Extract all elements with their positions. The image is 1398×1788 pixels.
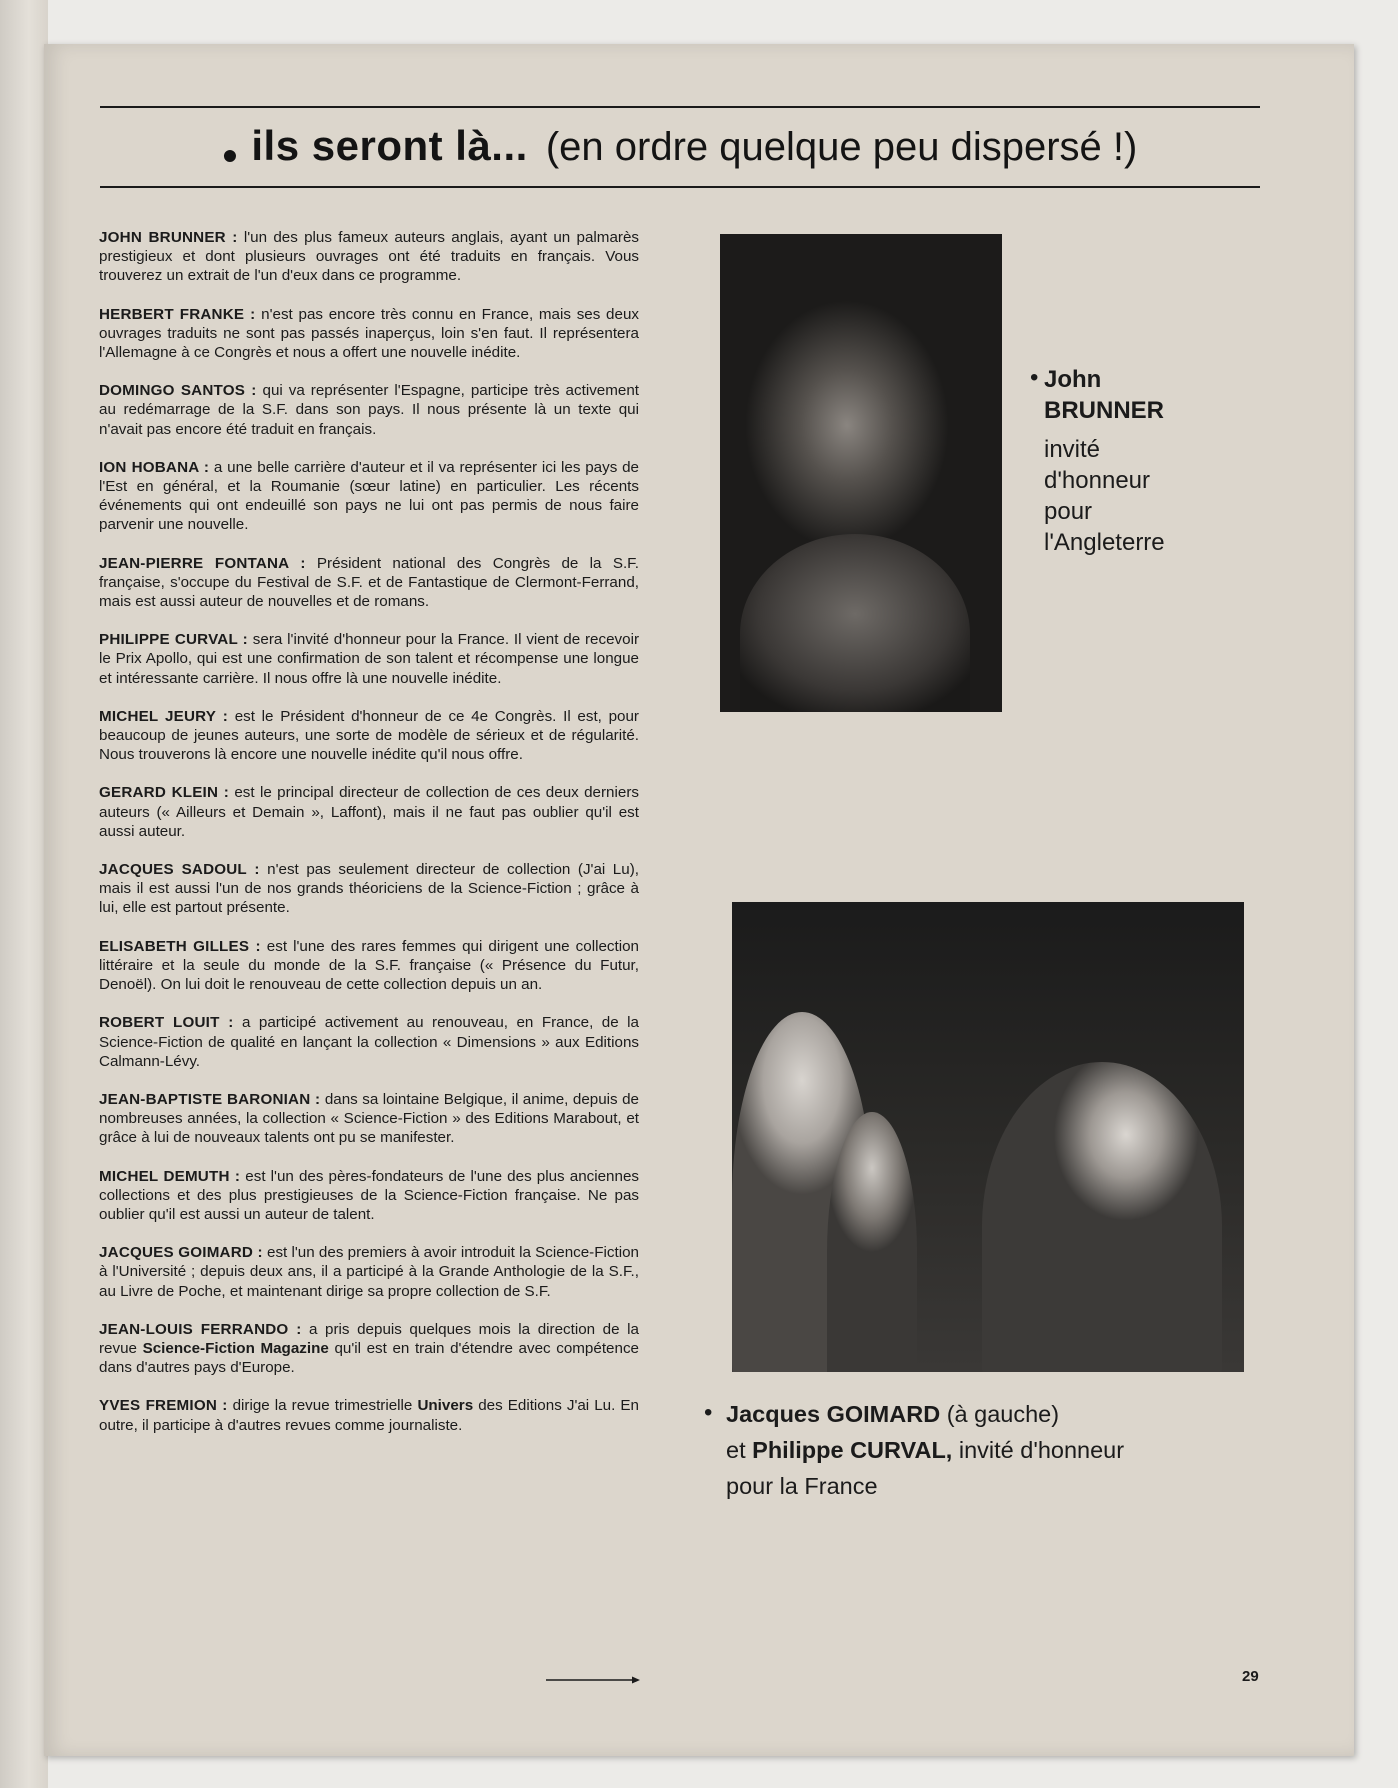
author-entry: JEAN-PIERRE FONTANA : Président national des Congrès de la S.F. française, s'occupe du Festival de S.F. et de Fantastique de Clermont-Ferrand, mais est aussi auteur de nouvelles et de romans. — [99, 554, 639, 611]
author-entry: JEAN-LOUIS FERRANDO : a pris depuis quelques mois la direction de la revue Science-Fiction Magazine qu'il est en train d'étendre avec compétence dans d'autres pays d'Europe. — [99, 1320, 639, 1377]
caption-line: d'honneur — [1044, 467, 1151, 494]
caption-john-brunner — [1030, 364, 1264, 558]
caption-bullet: • — [704, 1399, 713, 1426]
headline-bullet: • — [222, 131, 238, 179]
author-entry: ION HOBANA : a une belle carrière d'auteur et il va représenter ici les pays de l'Est en général, et la Roumanie (sœur latine) en particulier. Les récents événements qui ont endeuillé son pays ne lui ont pas permis de nous faire parvenir une nouvelle. — [99, 458, 639, 534]
author-entry: YVES FREMION : dirige la revue trimestrielle Univers des Editions J'ai Lu. En outre, il participe à d'autres revues comme journaliste. — [99, 1397, 639, 1434]
author-entry: JEAN-BAPTISTE BARONIAN : dans sa lointaine Belgique, il anime, depuis de nombreuses années, la collection « Science-Fiction » des Editions Marabout, et grâce à lui de nouveaux talents ont pu se manifester. — [99, 1090, 639, 1147]
caption-text: pour la France — [726, 1473, 878, 1499]
headline-subtitle: (en ordre quelque peu dispersé !) — [545, 125, 1138, 169]
top-rule — [100, 106, 1260, 108]
headline-bold: ils seront là... — [251, 122, 528, 169]
caption-line: l'Angleterre — [1044, 529, 1165, 556]
caption-bullet: • — [1030, 364, 1039, 391]
page-headline — [100, 122, 1260, 192]
author-entry: GERARD KLEIN : est le principal directeur de collection de ces deux derniers auteurs (« Ailleurs et Demain », Laffont), mais il ne faut pas oublier qu'il est aussi auteur. — [99, 784, 639, 840]
author-entry: ROBERT LOUIT : a participé activement au renouveau, en France, de la Science-Fiction de qualité en lançant la collection « Dimensions » aux Editions Calmann-Lévy. — [99, 1014, 639, 1070]
caption-name: Jacques GOIMARD — [726, 1401, 941, 1427]
caption-line: pour — [1044, 498, 1093, 525]
caption-text: (à gauche) — [946, 1401, 1060, 1427]
author-entry: JACQUES SADOUL : n'est pas seulement directeur de collection (J'ai Lu), mais il est aussi l'un de nos grands théoriciens de la Science-Fiction ; grâce à lui, elle est partout présente. — [99, 861, 639, 917]
author-entry: MICHEL DEMUTH : est l'un des pères-fondateurs de l'une des plus anciennes collections et des plus prestigieuses de la Science-Fiction française. Ne pas oublier qu'il est aussi un auteur de talent. — [99, 1167, 639, 1223]
author-list — [99, 228, 639, 1454]
author-entry: PHILIPPE CURVAL : sera l'invité d'honneur pour la France. Il vient de recevoir le Prix Apollo, qui est une confirmation de son talent et récompense une longue et intéressante carrière. Il nous offre là une nouvelle inédite. — [99, 631, 639, 687]
author-entry: ELISABETH GILLES : est l'une des rares femmes qui dirigent une collection littéraire et la seule du monde de la S.F. française (« Présence du Futur, Denoël). On lui doit le renouveau de cette collection depuis un an. — [99, 937, 639, 994]
caption-goimard-curval — [704, 1396, 1246, 1504]
continue-arrow-icon — [546, 1675, 640, 1685]
binding-spine — [0, 0, 48, 1788]
author-entry: JACQUES GOIMARD : est l'un des premiers à avoir introduit la Science-Fiction à l'Université ; depuis deux ans, il a participé à la Grande Anthologie de la S.F., au Livre de Poche, et maintenant dirige sa propre collection de S.F. — [99, 1244, 639, 1300]
photo-figure — [982, 1062, 1222, 1372]
caption-first-name: John — [1044, 366, 1102, 393]
caption-line: invité — [1044, 436, 1101, 463]
photo-john-brunner — [720, 234, 1002, 712]
bottom-rule — [100, 186, 1260, 188]
author-entry: DOMINGO SANTOS : qui va représenter l'Espagne, participe très activement au redémarrage de la S.F. dans son pays. Il nous présente là un texte qui n'avait pas encore été traduit en français. — [99, 382, 639, 438]
caption-text: invité d'honneur — [958, 1437, 1125, 1463]
author-entry: MICHEL JEURY : est le Président d'honneur de ce 4e Congrès. Il est, pour beaucoup de jeunes auteurs, une sorte de modèle de sérieux et de régularité. Nous trouverons là encore une nouvelle inédite qu'il nous offre. — [99, 707, 639, 764]
caption-text: et — [726, 1437, 746, 1463]
author-entry: HERBERT FRANKE : n'est pas encore très connu en France, mais ses deux ouvrages traduits ne sont pas passés inaperçus, loin s'en faut. Il représentera l'Allemagne à ce Congrès et nous a offert une nouvelle inédite. — [99, 305, 639, 362]
photo-figure — [740, 534, 970, 712]
page-number: 29 — [1242, 1668, 1259, 1685]
photo-goimard-curval — [732, 902, 1244, 1372]
magazine-page — [44, 44, 1354, 1756]
photo-figure — [827, 1112, 917, 1372]
caption-name: Philippe CURVAL, — [752, 1437, 953, 1463]
author-entry: JOHN BRUNNER : l'un des plus fameux auteurs anglais, ayant un palmarès prestigieux et dont plusieurs ouvrages ont été traduits en français. Vous trouverez un extrait de l'un d'eux dans ce programme. — [99, 229, 639, 285]
caption-last-name: BRUNNER — [1044, 397, 1164, 424]
